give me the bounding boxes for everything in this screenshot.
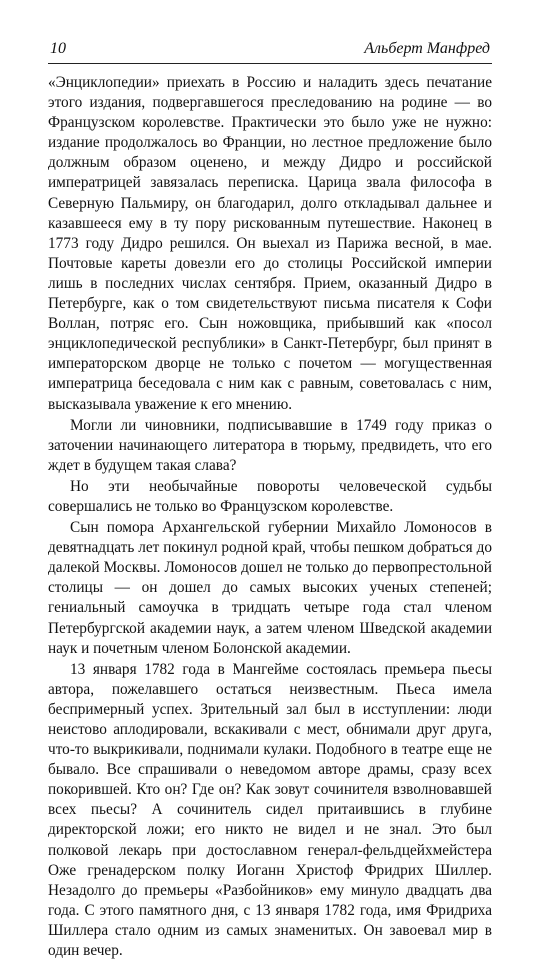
- paragraph: Сын помора Архангельской губернии Михайло Ломоносов в девятнадцать лет покинул родной край, чтобы пешком добраться до далекой Москвы. Ломоносов дошел не только до первопрестольной столицы — он дошел до самых высоких ученых степеней; гениальный самоучка в тридцать четыре года стал членом Петербургской академии наук, а затем членом Шведской академии наук и почетным членом Болонской академии.: [48, 519, 492, 657]
- running-header: [48, 40, 492, 64]
- paragraph: 13 января 1782 года в Мангейме состоялась премьера пьесы автора, пожелавшего остаться неизвестным. Пьеса имела беспримерный успех. Зрительный зал был в исступлении: люди неистово аплодировали, вскакивали с мест, обнимали друг друга, что-то выкрикивали, поднимали кулаки. Подобного в театре еще не бывало. Все спрашивали о неведомом авторе драмы, сразу всех покорившей. Кто он? Где он? Как зовут сочинителя взволновавшей всех пьесы? А сочинитель сидел притаившись в глубине директорской ложи; его никто не видел и не знал. Это был полковой лекарь при достославном генерал-фельдцейхмейстера Оже гренадерском полку Иоганн Христоф Фридрих Шиллер. Незадолго до премьеры «Разбойников» ему минуло двадцать два года. С этого памятного дня, с 13 января 1782 года, имя Фридриха Шиллера стало одним из самых знаменитых. Он завоевал мир в один вечер.: [48, 660, 492, 960]
- paragraph: «Энциклопедии» приехать в Россию и наладить здесь печатание этого издания, подвергавшегося преследованию на родине — во Французском королевстве. Практически это было уже не нужно: издание продолжалось во Франции, но лестное предложение было должным образом оценено, и между Дидро и российской императрицей завязалась переписка. Царица звала философа в Северную Пальмиру, он благодарил, долго откладывал дальнее и казавшееся ему в ту пору рискованным путешествие. Наконец в 1773 году Дидро решился. Он выехал из Парижа весной, в мае. Почтовые кареты довезли его до столицы Российской империи лишь в последних числах сентября. Прием, оказанный Дидро в Петербурге, как о том свидетельствуют письма писателя к Софи Воллан, потряс его. Сын ножовщика, прибывший как «посол энциклопедической республики» в Санкт-Петербург, был принят в императорском дворце не только с почетом — могущественная императрица беседовала с ним как с равным, советовалась с ним, высказывала уважение к его мнению.: [48, 74, 492, 413]
- paragraph: Но эти необычайные повороты человеческой судьбы совершались не только во Французском королевстве.: [48, 477, 492, 515]
- body-text: [48, 73, 492, 961]
- running-title: Альберт Манфред: [364, 40, 490, 57]
- paragraph: Могли ли чиновники, подписывавшие в 1749 году приказ о заточении начинающего литератора в тюрьму, предвидеть, что его ждет в будущем такая слава?: [48, 416, 492, 474]
- page-number: 10: [50, 40, 66, 57]
